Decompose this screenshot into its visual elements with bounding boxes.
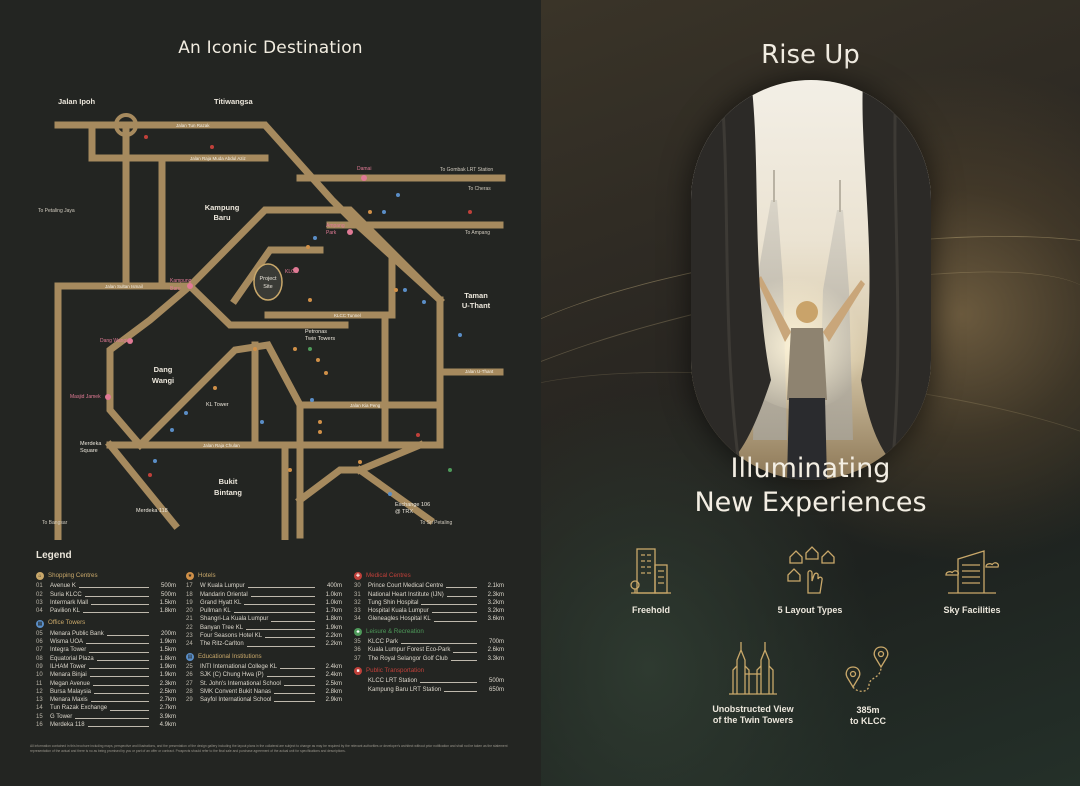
road-label-to-pj: To Petaling Jaya — [38, 208, 75, 214]
feature-label: 385m — [856, 705, 880, 715]
road-bukit-bintang — [300, 470, 360, 500]
label-kampung-baru-1: Kampung — [204, 203, 240, 212]
legend-item-distance: 200m — [160, 630, 176, 637]
leader-line — [444, 688, 477, 692]
legend-group-leisure: ♣ Leisure & Recreation — [354, 628, 504, 636]
legend-item-number: 13 — [36, 697, 43, 704]
legend-title: Legend — [36, 550, 72, 561]
legend-item-number: 21 — [186, 616, 193, 623]
legend-item-name: Mandarin Oriental — [200, 591, 248, 598]
hero-page — [541, 0, 1080, 786]
label-dang-wangi-2: Wangi — [151, 376, 175, 385]
legend-item-number: 25 — [186, 663, 193, 670]
legend-item-number: 32 — [354, 599, 361, 606]
train-icon: ■ — [354, 667, 362, 675]
leader-line — [251, 593, 315, 597]
station-label-damai: Damai — [357, 166, 372, 172]
leader-line — [83, 609, 149, 613]
legend-item — [36, 655, 176, 663]
legend-item-name: Suria KLCC — [50, 591, 82, 598]
feature-layout-types — [755, 545, 865, 616]
legend-item — [186, 582, 342, 590]
legend-item-distance: 400m — [326, 583, 342, 590]
legend-item-number: 05 — [36, 630, 43, 637]
legend-item — [186, 688, 342, 696]
legend-item-name: Banyan Tree KL — [200, 624, 244, 631]
leader-line — [89, 649, 149, 653]
label-project-1: Project — [259, 276, 277, 282]
legend-item — [36, 704, 176, 712]
legend-group-transport: ■ Public Transportation — [354, 667, 504, 675]
legend-item-number: 10 — [36, 672, 43, 679]
legend-item-number: 03 — [36, 599, 43, 606]
legend-item-name: Intermark Mall — [50, 599, 89, 606]
legend-item — [36, 680, 176, 688]
label-merdeka118: Merdeka 118 — [136, 508, 168, 514]
legend-item — [354, 607, 504, 615]
label-bukit-bintang-1: Bukit — [218, 477, 238, 486]
legend-item-number: 29 — [186, 697, 193, 704]
label-petronas-2: Twin Towers — [305, 336, 336, 342]
leader-line — [248, 584, 315, 588]
leader-line — [401, 640, 477, 644]
legend-item-name: Menara Binjai — [50, 672, 87, 679]
legend-item-name: W Kuala Lumpur — [200, 583, 245, 590]
label-exchange-2: @ TRX — [395, 509, 414, 515]
legend-item-name: Pavilion KL — [50, 608, 81, 615]
legend-item-number: 11 — [36, 680, 43, 687]
leader-line — [274, 698, 315, 702]
legend-item-distance: 2.7km — [159, 697, 176, 704]
legend-item-name: Gleneagles Hospital KL — [368, 616, 431, 623]
label-taman-2: U-Thant — [461, 301, 491, 310]
leader-line — [265, 634, 315, 638]
feature-label: of the Twin Towers — [712, 715, 794, 725]
legend-item — [354, 655, 504, 663]
legend-item — [354, 582, 504, 590]
legend-item-number: 16 — [36, 722, 43, 729]
road-label-sultan-ismail: Jalan Sultan Ismail — [105, 284, 143, 289]
legend-group-education: ▤ Educational Institutions — [187, 652, 262, 660]
leader-line — [274, 690, 315, 694]
legend-item-name: ILHAM Tower — [50, 663, 86, 670]
legend-item-distance: 1.8km — [325, 616, 342, 623]
legend-item-number: 31 — [354, 591, 361, 598]
legend-item-name: Sayfol International School — [200, 697, 272, 704]
legend-item-distance: 2.5km — [325, 680, 342, 687]
office-icon: ▦ — [37, 620, 43, 627]
station-label-ampang-1: Ampang — [326, 223, 345, 229]
station-label-kb-2: Baru — [170, 286, 181, 292]
label-petronas-1: Petronas — [305, 329, 328, 335]
legend-item-name: Menara Maxis — [50, 697, 88, 704]
legend-item-distance: 2.2km — [325, 641, 342, 648]
legend-item-name: National Heart Institute (IJN) — [368, 591, 444, 598]
leader-line — [447, 593, 477, 597]
legend-item — [186, 640, 342, 648]
legend-item-name: Equatorial Plaza — [50, 655, 94, 662]
hero-title: Rise Up — [761, 40, 860, 70]
legend-item-distance: 2.2km — [325, 633, 342, 640]
legend-item-number: 27 — [186, 680, 193, 687]
road-label-to-gombak: To Gombak LRT Station — [440, 167, 494, 173]
leader-line — [451, 657, 477, 661]
leader-line — [244, 601, 315, 605]
leader-line — [280, 665, 315, 669]
label-dang-wangi-1: Dang — [153, 365, 173, 374]
legend-item-distance: 2.8km — [325, 688, 342, 695]
legend-item — [354, 591, 504, 599]
label-kl-tower: KL Tower — [206, 402, 229, 408]
road-label-kia-peng: Jalan Kia Peng — [350, 403, 381, 408]
leader-line — [284, 682, 315, 686]
legend-group-shopping: ⌂ Shopping Centres — [36, 572, 176, 580]
road-label-klcc-tunnel: KLCC Tunnel — [334, 313, 361, 318]
legend-item-number: 18 — [186, 591, 193, 598]
legend-item — [354, 686, 504, 694]
leader-line — [434, 618, 477, 622]
station-label-ampang-2: Park — [326, 230, 337, 236]
legend-item-name: Tun Razak Exchange — [50, 705, 108, 712]
road-label-tun-razak: Jalan Tun Razak — [176, 123, 210, 128]
leader-line — [97, 657, 149, 661]
legend-item-number: 12 — [36, 688, 43, 695]
road-label-to-ampang: To Ampang — [465, 230, 491, 236]
legend-item-number: 20 — [186, 608, 193, 615]
leader-line — [453, 649, 477, 653]
legend-item-name: Grand Hyatt KL — [200, 599, 242, 606]
legend-item-number: 07 — [36, 647, 43, 654]
headline-line-1: Illuminating — [730, 453, 891, 484]
legend-item — [36, 688, 176, 696]
legend-item-distance: 3.2km — [487, 608, 504, 615]
legend-item-distance: 500m — [160, 583, 176, 590]
legend-item — [354, 646, 504, 654]
legend-item — [186, 599, 342, 607]
legend-item — [36, 646, 176, 654]
page-title: An Iconic Destination — [178, 38, 363, 58]
legend-item-name: Integra Tower — [50, 647, 87, 654]
legend-column-3 — [354, 568, 504, 694]
legend-item — [186, 624, 342, 632]
legend-item — [36, 599, 176, 607]
leader-line — [90, 673, 149, 677]
road-dang-wangi-west — [110, 286, 190, 445]
legend-item-number: 01 — [36, 583, 43, 590]
road-network — [58, 125, 502, 540]
station-ampang-park-icon — [347, 229, 353, 235]
label-project-2: Site — [263, 284, 273, 290]
legend-item-name: SJK (C) Chung Hwa (P) — [200, 672, 264, 679]
legend-column-1 — [36, 568, 176, 729]
route-pin-icon — [843, 645, 893, 697]
leader-line — [93, 682, 149, 686]
legend-item-distance: 1.8km — [159, 655, 176, 662]
leader-line — [85, 593, 149, 597]
legend-item — [36, 671, 176, 679]
legend-item-distance: 500m — [160, 591, 176, 598]
legend-item-distance: 3.3km — [487, 655, 504, 662]
legend-item-number: 17 — [186, 583, 193, 590]
legend-item-name: SMK Convent Bukit Nanas — [200, 688, 272, 695]
headline-line-2: New Experiences — [694, 487, 927, 518]
leader-line — [420, 679, 477, 683]
legend-item-name: The Ritz-Carlton — [200, 641, 244, 648]
legend-item — [186, 591, 342, 599]
medical-cross-icon: ✚ — [355, 573, 361, 580]
legend-item-number: 37 — [354, 655, 361, 662]
legend-item-name: Prince Court Medical Centre — [368, 583, 444, 590]
label-titiwangsa: Titiwangsa — [214, 97, 253, 106]
legend-item-distance: 650m — [488, 686, 504, 693]
leader-line — [267, 673, 315, 677]
leader-line — [107, 632, 149, 636]
road-label-raja-chulan: Jalan Raja Chulan — [203, 443, 240, 448]
feature-unobstructed-view — [698, 640, 808, 726]
legend-item-name: Shangri-La Kuala Lumpur — [200, 616, 269, 623]
legend-item — [36, 721, 176, 729]
legend-item — [354, 615, 504, 623]
legend-item-name: St. John's International School — [200, 680, 281, 687]
legend-item-number: 35 — [354, 639, 361, 646]
legend-item — [186, 671, 342, 679]
legend-item-distance: 2.7km — [159, 705, 176, 712]
legend-item-distance: 2.4km — [325, 663, 342, 670]
legend-item — [36, 582, 176, 590]
legend-item-name: Wisma UOA — [50, 639, 83, 646]
legend-item — [36, 591, 176, 599]
legend-item-name: Merdeka 118 — [50, 722, 85, 729]
legend-group-office: ▦ Office Towers — [37, 619, 86, 627]
legend-item — [36, 607, 176, 615]
legend-item-name: KLCC Park — [368, 639, 399, 646]
legend-item-number: 36 — [354, 647, 361, 654]
legend-item — [186, 680, 342, 688]
project-site-marker — [254, 264, 282, 300]
legend-item — [36, 630, 176, 638]
leader-line — [86, 640, 149, 644]
station-dang-wangi-icon — [127, 338, 133, 344]
legend-item-distance: 2.3km — [487, 591, 504, 598]
star-icon: ★ — [187, 573, 193, 580]
feature-freehold — [606, 545, 696, 616]
leader-line — [89, 665, 149, 669]
road-label-to-sri-petaling: To Sri Petaling — [420, 520, 453, 526]
feature-label: Freehold — [631, 605, 670, 615]
legend-item — [36, 713, 176, 721]
tree-icon: ♣ — [354, 628, 362, 636]
legend-item-name: The Royal Selangor Golf Club — [368, 655, 448, 662]
label-exchange-1: Exchange 106 — [395, 502, 431, 508]
legend-item-distance: 1.7km — [325, 608, 342, 615]
legend-item-number: 34 — [354, 616, 361, 623]
label-merdeka-sq-2: Square — [80, 448, 98, 454]
legend-item-number: 19 — [186, 599, 193, 606]
legend-item-name: Bursa Malaysia — [50, 688, 92, 695]
legend-item-distance: 2.3km — [159, 680, 176, 687]
leader-line — [79, 584, 149, 588]
legend-item-distance: 4.9km — [159, 722, 176, 729]
legend-item-name: G Tower — [50, 713, 73, 720]
legend-item-number: 22 — [186, 624, 193, 631]
window-image — [691, 80, 931, 480]
station-label-masjid-jamek: Masjid Jamek — [70, 394, 101, 400]
legend-item-number: 33 — [354, 608, 361, 615]
legend-item-number: 26 — [186, 672, 193, 679]
legend-item-distance: 1.9km — [159, 672, 176, 679]
leader-line — [246, 626, 315, 630]
leader-line — [75, 715, 149, 719]
legend-item-distance: 1.8km — [159, 608, 176, 615]
disclaimer-text: All information contained in this brochure including maps, perspective and illustrations, and the presentation of the design gallery including the layout plans in the collateral are subject to change as may be required by the relevant authorities or developer's architect without prior notification and shall not be taken as the statement representation of the actual and there is no as being promised by you or part of an offer or contract. Prospects should refer to the final sale and purchase agreement of the actual unit for specifications and descriptions. — [30, 744, 508, 753]
legend-item-number: 28 — [186, 688, 193, 695]
legend-item-distance: 1.9km — [325, 624, 342, 631]
legend-item-distance: 3.2km — [487, 599, 504, 606]
legend-item-name: INTI International College KL — [200, 663, 278, 670]
legend-item-number: 23 — [186, 633, 193, 640]
legend-item-distance: 1.9km — [159, 639, 176, 646]
station-label-klcc: KLCC — [285, 269, 299, 275]
legend-item-name: KLCC LRT Station — [368, 678, 418, 685]
tower-clouds-icon — [944, 545, 1000, 597]
legend-item-number: 06 — [36, 639, 43, 646]
legend-item-distance: 2.6km — [487, 647, 504, 654]
legend-item — [36, 696, 176, 704]
leader-line — [271, 618, 315, 622]
legend-item — [354, 599, 504, 607]
legend-item-distance: 1.0km — [325, 599, 342, 606]
legend-item-distance: 2.4km — [325, 672, 342, 679]
book-icon: ▤ — [187, 653, 193, 660]
legend-item-distance: 3.9km — [159, 713, 176, 720]
legend-item — [354, 677, 504, 685]
feature-label: 5 Layout Types — [777, 605, 843, 615]
road-label-to-cheras: To Cheras — [468, 186, 491, 192]
legend-item-distance: 1.5km — [159, 647, 176, 654]
legend-item-distance: 1.5km — [159, 599, 176, 606]
legend-item-distance: 500m — [488, 678, 504, 685]
leader-line — [94, 690, 149, 694]
station-label-dang-wangi: Dang Wangi — [100, 338, 128, 344]
label-kampung-baru-2: Baru — [213, 213, 231, 222]
legend-item-name: Four Seasons Hotel KL — [200, 633, 263, 640]
station-masjid-jamek-icon — [105, 394, 111, 400]
leader-line — [432, 609, 477, 613]
legend-item-name: Megan Avenue — [50, 680, 90, 687]
feature-sky-facilities — [927, 545, 1017, 616]
leader-line — [91, 698, 149, 702]
label-merdeka-sq-1: Merdeka — [80, 441, 102, 447]
legend-column-2 — [186, 568, 342, 704]
legend-item — [186, 632, 342, 640]
feature-label: Unobstructed View — [712, 704, 794, 714]
legend-item — [354, 638, 504, 646]
legend-item-name: Avenue K — [50, 583, 76, 590]
twin-towers-icon — [725, 640, 781, 696]
legend-item-number: 15 — [36, 713, 43, 720]
legend-item-name: Hospital Kuala Lumpur — [368, 608, 429, 615]
legend-item-name: Menara Public Bank — [50, 630, 104, 637]
feature-distance-klcc — [828, 645, 908, 727]
legend-item-distance: 3.6km — [487, 616, 504, 623]
legend-item-distance: 2.1km — [487, 583, 504, 590]
legend-item-distance: 700m — [488, 639, 504, 646]
houses-hand-icon — [784, 545, 836, 597]
leader-line — [110, 707, 149, 711]
buildings-icon — [629, 545, 673, 597]
legend-item-number: 02 — [36, 591, 43, 598]
leader-line — [234, 609, 315, 613]
legend-item — [186, 607, 342, 615]
road-label-to-bangsar: To Bangsar — [42, 520, 68, 526]
road-conlay — [360, 445, 420, 470]
legend-item-number: 09 — [36, 663, 43, 670]
legend-item — [36, 663, 176, 671]
legend-item-name: Kampung Baru LRT Station — [368, 686, 442, 693]
legend-item-distance: 1.9km — [159, 663, 176, 670]
station-label-kb-1: Kampung — [170, 278, 192, 284]
legend-item-name: Pullman KL — [200, 608, 231, 615]
legend-item-name: Kuala Lumpur Forest Eco-Park — [368, 647, 451, 654]
legend-item-number: 14 — [36, 705, 43, 712]
legend-item-distance: 2.9km — [325, 697, 342, 704]
headline — [541, 452, 1080, 520]
shopping-bag-icon: ⌂ — [36, 572, 44, 580]
feature-label: Sky Facilities — [943, 605, 1001, 615]
label-jalan-ipoh: Jalan Ipoh — [58, 97, 96, 106]
leader-line — [421, 601, 477, 605]
legend-item-number: 04 — [36, 608, 43, 615]
leader-line — [91, 601, 149, 605]
legend-item-number: 30 — [354, 583, 361, 590]
legend-item — [36, 638, 176, 646]
road-label-u-thant: Jalan U-Thant — [465, 369, 494, 374]
legend-item — [186, 663, 342, 671]
road-label-raja-muda: Jalan Raja Muda Abdul Aziz — [190, 156, 246, 161]
legend-group-hotels: ★ Hotels — [187, 572, 216, 580]
leader-line — [247, 643, 315, 647]
leader-line — [88, 723, 149, 727]
legend-item-number: 08 — [36, 655, 43, 662]
feature-label: to KLCC — [850, 716, 886, 726]
legend-item — [186, 615, 342, 623]
legend-item — [186, 696, 342, 704]
twin-towers-view-illustration — [691, 80, 931, 480]
legend-group-medical: ✚ Medical Centres — [355, 572, 411, 580]
legend-item-name: Tung Shin Hospital — [368, 599, 419, 606]
station-damai-icon — [361, 175, 367, 181]
location-map — [0, 80, 541, 540]
leader-line — [446, 584, 477, 588]
legend-item-distance: 2.5km — [159, 688, 176, 695]
label-taman-1: Taman — [464, 291, 488, 300]
label-bukit-bintang-2: Bintang — [214, 488, 242, 497]
legend-item-number: 24 — [186, 641, 193, 648]
legend-item-distance: 1.0km — [325, 591, 342, 598]
